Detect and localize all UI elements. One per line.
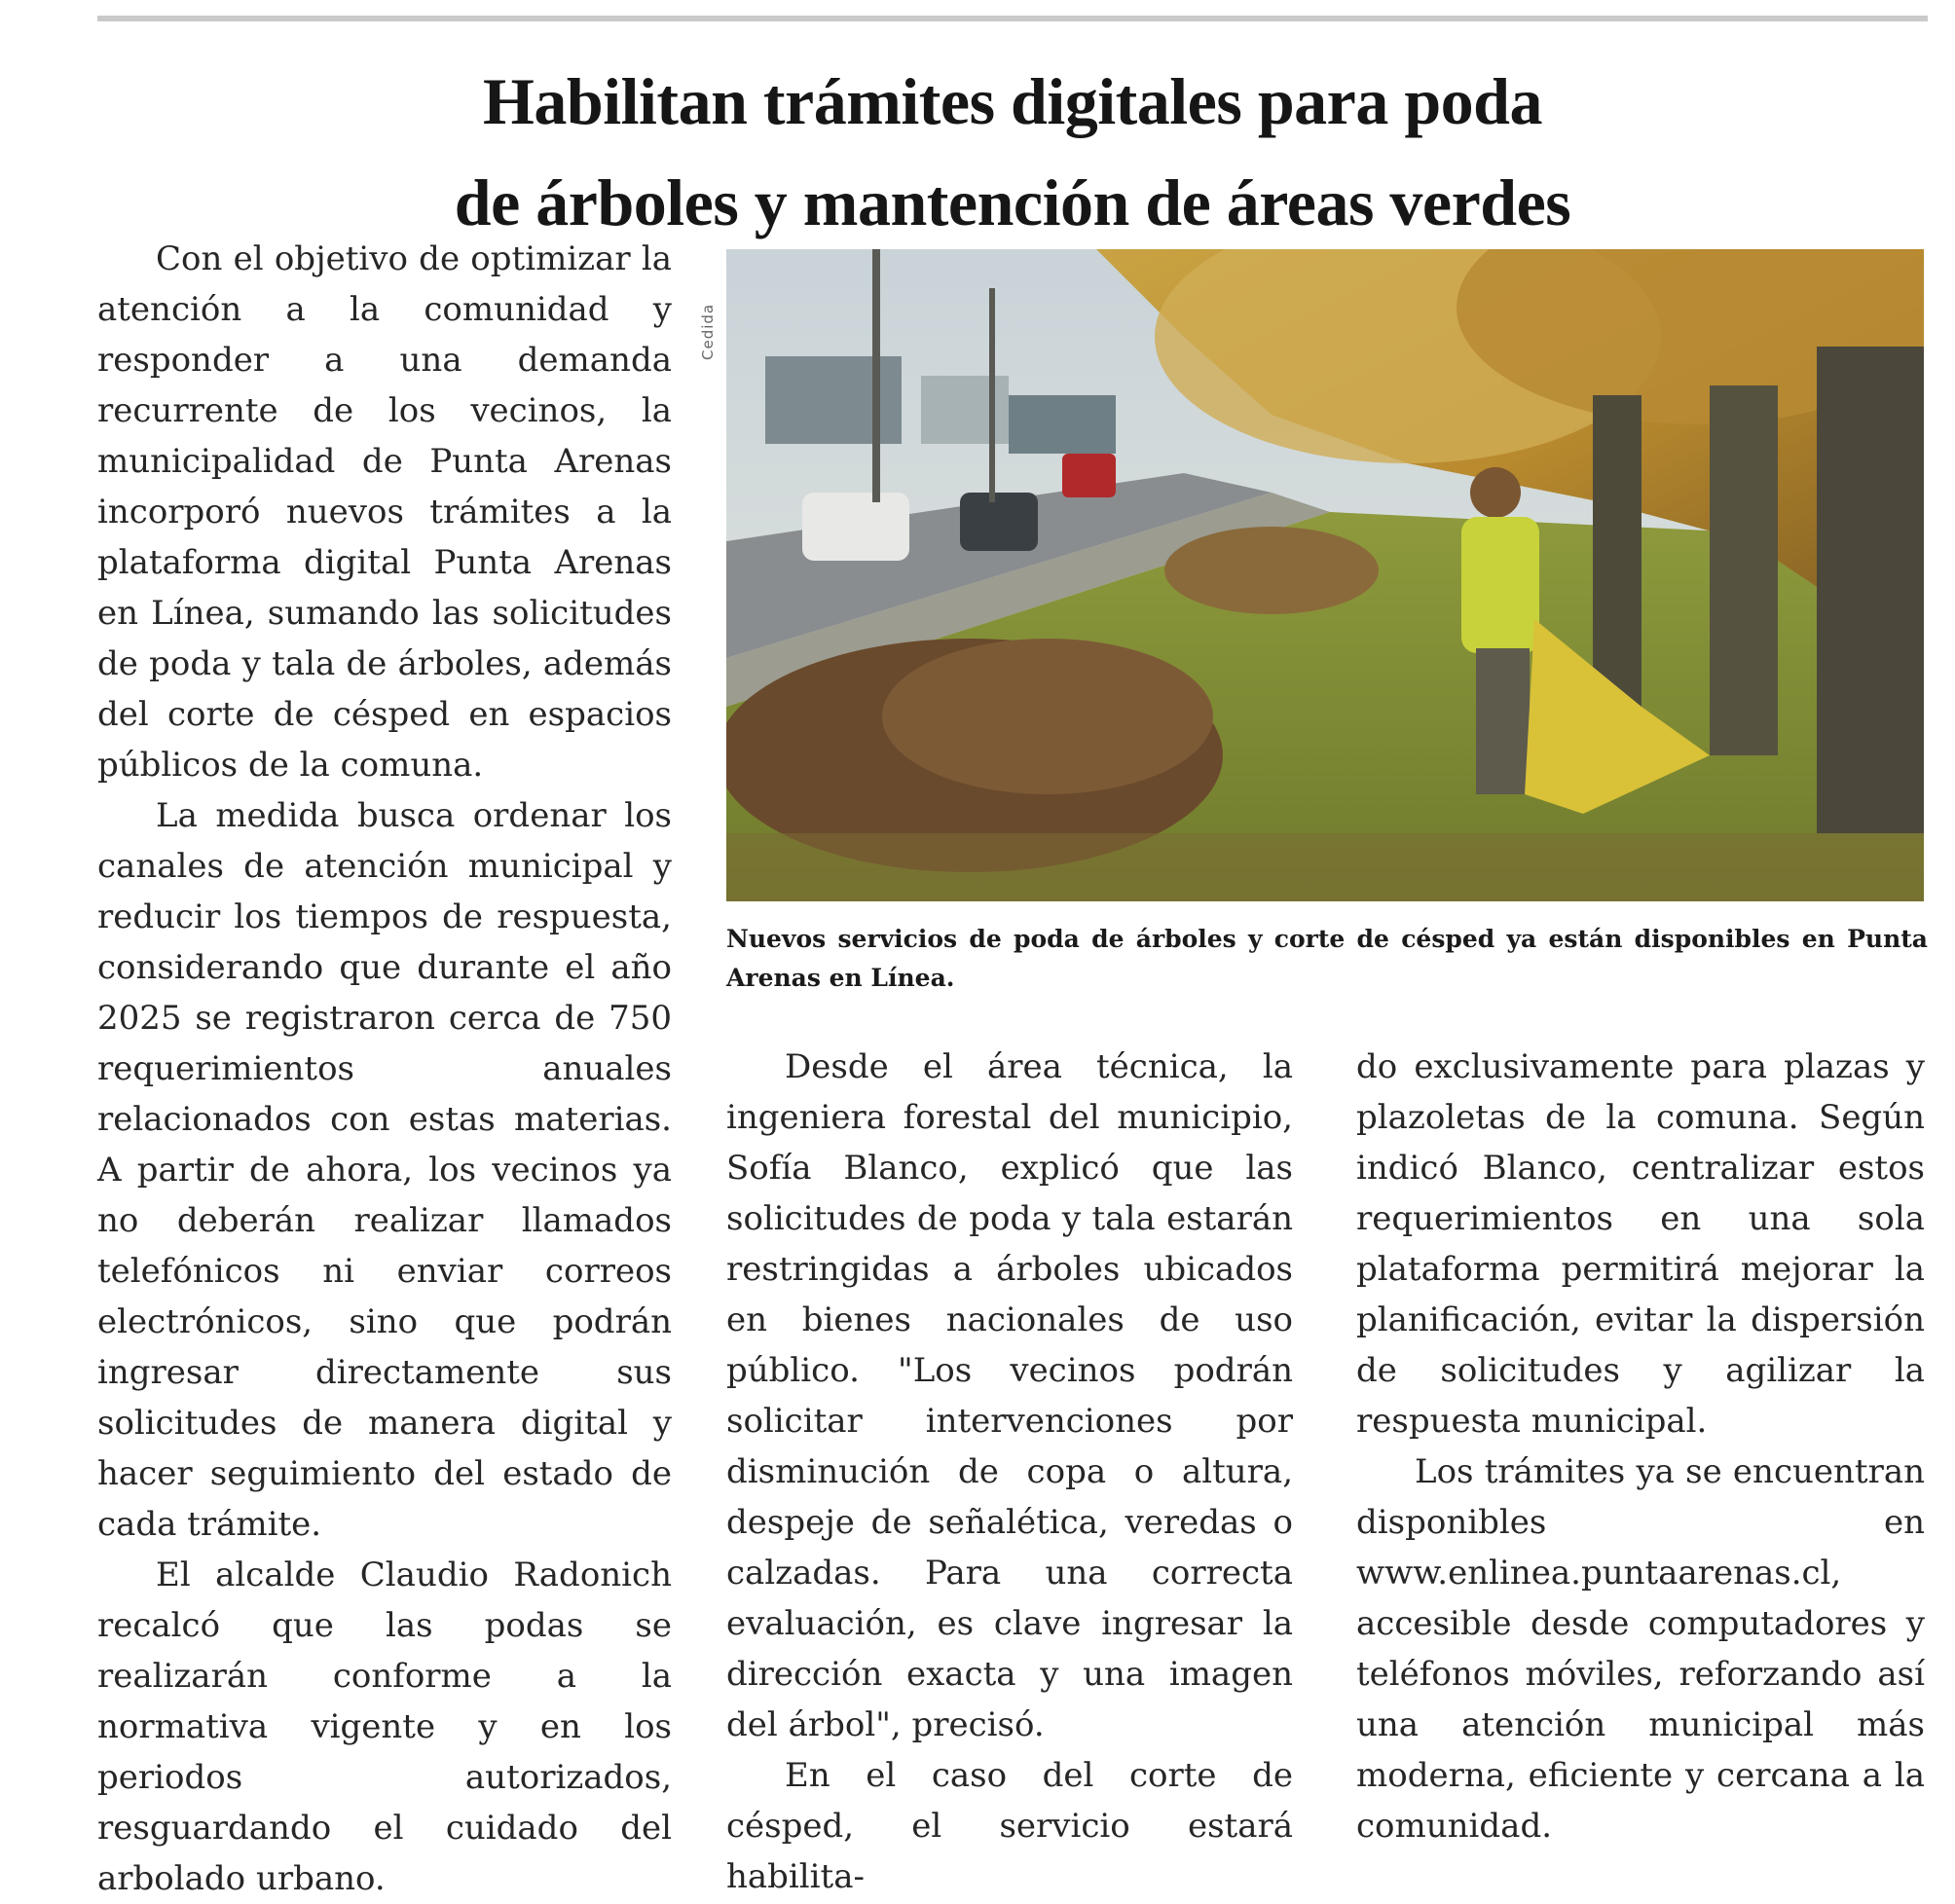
article-column-1 (97, 234, 672, 1904)
photo-credit: Cedida (699, 303, 717, 360)
paragraph: La medida busca ordenar los canales de atención municipal y reducir los tiempos de respuesta, considerando que durante el año 2025 se registraron cerca de 750 requerimientos anuales relacionados con estas materias. A partir de ahora, los vecinos ya no deberán realizar llamados telefónicos ni enviar correos electrónicos, sino que podrán ingresar directamente sus solicitudes de manera digital y hacer seguimiento del estado de cada trámite. (97, 796, 672, 1544)
photo-illustration (726, 249, 1924, 901)
photo-caption: Nuevos servicios de poda de árboles y corte de césped ya están disponibles en Punta Arenas en Línea. (726, 925, 1928, 992)
paragraph: En el caso del corte de césped, el servicio estará habilita- (726, 1756, 1293, 1896)
paragraph: Los trámites ya se encuentran disponibles en www.enlinea.puntaarenas.cl, accesible desde computadores y teléfonos móviles, reforzando así una atención municipal más moderna, eficiente y cercana a la comunidad. (1356, 1452, 1925, 1846)
paragraph: do exclusivamente para plazas y plazoletas de la comuna. Según indicó Blanco, centralizar estos requerimientos en una sola plataforma permitirá mejorar la planificación, evitar la dispersión de solicitudes y agilizar la respuesta municipal. (1356, 1047, 1925, 1441)
article-column-3 (1356, 1042, 1925, 1851)
paragraph: Con el objetivo de optimizar la atención a la comunidad y responder a una demanda recurrente de los vecinos, la municipalidad de Punta Arenas incorporó nuevos trámites a la plataforma digital Punta Arenas en Línea, sumando las solicitudes de poda y tala de árboles, además del corte de césped en espacios públicos de la comuna. (97, 239, 672, 785)
article-photo (726, 249, 1924, 901)
article-column-2 (726, 1042, 1293, 1902)
headline (97, 51, 1928, 253)
headline-line-1: Habilitan trámites digitales para poda (483, 64, 1542, 138)
top-rule (97, 16, 1928, 21)
headline-line-2: de árboles y mantención de áreas verdes (454, 165, 1571, 239)
paragraph: El alcalde Claudio Radonich recalcó que las podas se realizarán conforme a la normativa vigente y en los periodos autorizados, resguardando el cuidado del arbolado urbano. (97, 1556, 672, 1898)
paragraph: Desde el área técnica, la ingeniera forestal del municipio, Sofía Blanco, explicó que las solicitudes de poda y tala estarán restringidas a árboles ubicados en bienes nacionales de uso público. "Los vecinos podrán solicitar intervenciones por disminución de copa o altura, despeje de señalética, veredas o calzadas. Para una correcta evaluación, es clave ingresar la dirección exacta y una imagen del árbol", precisó. (726, 1047, 1293, 1744)
